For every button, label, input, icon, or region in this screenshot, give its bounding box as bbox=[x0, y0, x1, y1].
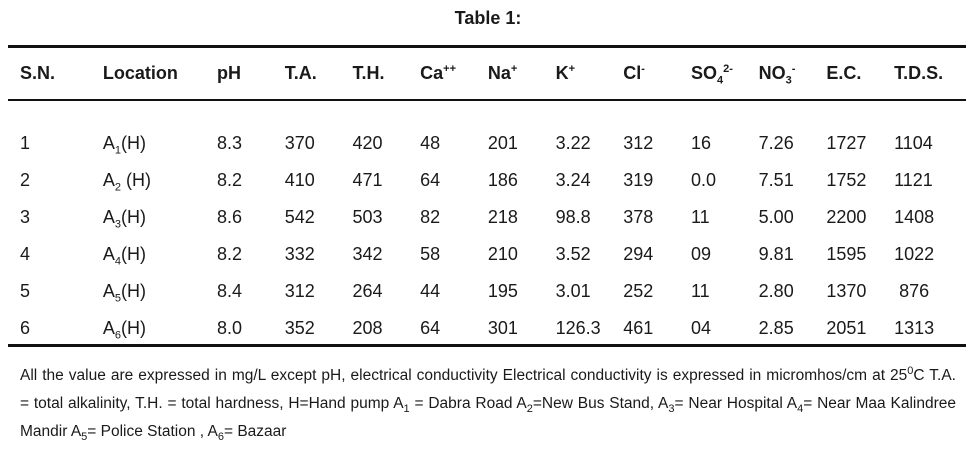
col-cl: Cl- bbox=[623, 63, 645, 83]
cell-no3: 7.51 bbox=[758, 170, 794, 190]
cell-cl: 378 bbox=[623, 207, 654, 227]
cell-cl: 312 bbox=[623, 133, 654, 153]
cell-na: 301 bbox=[487, 318, 518, 338]
header-row bbox=[8, 48, 966, 99]
col-so4: $SO_4^{2-}$ bbox=[690, 63, 733, 87]
cell-no3: 7.26 bbox=[758, 133, 794, 153]
col-ta: T.A. bbox=[284, 63, 317, 83]
cell-so4: 11 bbox=[690, 207, 710, 227]
cell-ta: 352 bbox=[284, 318, 315, 338]
cell-k: 126.3 bbox=[555, 318, 601, 338]
cell-na: 218 bbox=[487, 207, 518, 227]
cell-ph: 8.0 bbox=[217, 318, 243, 338]
cell-sn: 1 bbox=[20, 133, 31, 153]
cell-ca: 44 bbox=[420, 281, 441, 301]
cell-ta: 542 bbox=[284, 207, 315, 227]
cell-ca: 48 bbox=[420, 133, 441, 153]
cell-th: 208 bbox=[352, 318, 383, 338]
col-ec: E.C. bbox=[826, 63, 862, 83]
water-quality-table bbox=[8, 48, 966, 347]
cell-no3: 2.80 bbox=[758, 281, 794, 301]
cell-so4: 09 bbox=[690, 244, 711, 264]
cell-sn: 6 bbox=[20, 318, 31, 338]
cell-cl: 294 bbox=[623, 244, 654, 264]
cell-na: 201 bbox=[487, 133, 518, 153]
col-th: T.H. bbox=[352, 63, 385, 83]
cell-ph: 8.2 bbox=[217, 244, 243, 264]
cell-no3: 9.81 bbox=[758, 244, 794, 264]
cell-location: $A_4(H)$ bbox=[102, 244, 146, 268]
cell-ec: 1370 bbox=[826, 281, 867, 301]
cell-ec: 2200 bbox=[826, 207, 867, 227]
cell-ph: 8.2 bbox=[217, 170, 243, 190]
col-na: Na+ bbox=[487, 63, 518, 83]
cell-cl: 319 bbox=[623, 170, 654, 190]
cell-tds: 1408 bbox=[894, 207, 935, 227]
cell-ph: 8.3 bbox=[217, 133, 243, 153]
cell-tds: 1104 bbox=[894, 133, 933, 153]
cell-location: $A_6(H)$ bbox=[102, 318, 146, 342]
cell-sn: 5 bbox=[20, 281, 31, 301]
cell-k: 3.01 bbox=[555, 281, 591, 301]
cell-ta: 312 bbox=[284, 281, 315, 301]
cell-na: 195 bbox=[487, 281, 518, 301]
table-row bbox=[8, 162, 966, 199]
cell-so4: 04 bbox=[690, 318, 711, 338]
col-ca: Ca++ bbox=[420, 63, 457, 83]
cell-location: $A_3(H)$ bbox=[102, 207, 146, 231]
cell-no3: 2.85 bbox=[758, 318, 794, 338]
cell-cl: 461 bbox=[623, 318, 654, 338]
cell-ca: 58 bbox=[420, 244, 441, 264]
cell-ca: 64 bbox=[420, 318, 441, 338]
cell-location: $A_2$ (H) bbox=[102, 170, 151, 194]
cell-ta: 410 bbox=[284, 170, 315, 190]
cell-k: 3.52 bbox=[555, 244, 591, 264]
cell-tds: 1022 bbox=[894, 244, 935, 264]
cell-th: 471 bbox=[352, 170, 383, 190]
cell-so4: 11 bbox=[690, 281, 710, 301]
cell-location: $A_5(H)$ bbox=[102, 281, 146, 305]
cell-th: 420 bbox=[352, 133, 383, 153]
cell-k: 98.8 bbox=[555, 207, 591, 227]
table-row bbox=[8, 310, 966, 347]
cell-ta: 370 bbox=[284, 133, 315, 153]
cell-location: $A_1(H)$ bbox=[102, 133, 146, 157]
cell-ta: 332 bbox=[284, 244, 315, 264]
col-tds: T.D.S. bbox=[894, 63, 944, 83]
cell-na: 210 bbox=[487, 244, 518, 264]
cell-tds: 1313 bbox=[894, 318, 935, 338]
cell-sn: 3 bbox=[20, 207, 31, 227]
col-location: Location bbox=[102, 63, 178, 83]
cell-k: 3.22 bbox=[555, 133, 591, 153]
cell-ph: 8.4 bbox=[217, 281, 243, 301]
table-row bbox=[8, 199, 966, 236]
cell-th: 264 bbox=[352, 281, 383, 301]
cell-sn: 2 bbox=[20, 170, 31, 190]
cell-th: 342 bbox=[352, 244, 383, 264]
table-title: Table 1: bbox=[454, 8, 522, 28]
cell-ec: 1727 bbox=[826, 133, 867, 153]
cell-ca: 64 bbox=[420, 170, 441, 190]
cell-ph: 8.6 bbox=[217, 207, 243, 227]
col-ph: pH bbox=[217, 63, 242, 83]
cell-ec: 2051 bbox=[826, 318, 867, 338]
footnote: All the value are expressed in mg/L except pH, electrical conductivity Electrical conductivity is expressed in micromhos/cm at $25^0C$ T.A. = total alkalinity, T.H. = total hardness, H=Hand pump $A_1$ = Dabra Road $A_2=New$ Bus Stand, $A_3=$ Near Hospital $A_4=$ Near Maa Kalindree Mandir $A_5=$ Police Station , $A_6=$ Bazaar bbox=[20, 364, 956, 444]
cell-ec: 1752 bbox=[826, 170, 867, 190]
col-no3: $NO_3^-$ bbox=[758, 63, 796, 87]
cell-tds: 1121 bbox=[894, 170, 933, 190]
cell-tds: 876 bbox=[894, 281, 930, 301]
table-row bbox=[8, 236, 966, 273]
cell-sn: 4 bbox=[20, 244, 31, 264]
cell-no3: 5.00 bbox=[758, 207, 794, 227]
table-row bbox=[8, 99, 966, 162]
cell-ec: 1595 bbox=[826, 244, 867, 264]
cell-cl: 252 bbox=[623, 281, 654, 301]
cell-so4: 16 bbox=[690, 133, 711, 153]
cell-na: 186 bbox=[487, 170, 518, 190]
col-sn: S.N. bbox=[20, 63, 56, 83]
cell-th: 503 bbox=[352, 207, 383, 227]
table-body bbox=[8, 99, 966, 347]
col-k: K+ bbox=[555, 63, 575, 83]
cell-k: 3.24 bbox=[555, 170, 591, 190]
cell-so4: 0.0 bbox=[690, 170, 716, 190]
cell-ca: 82 bbox=[420, 207, 441, 227]
table-row bbox=[8, 273, 966, 310]
